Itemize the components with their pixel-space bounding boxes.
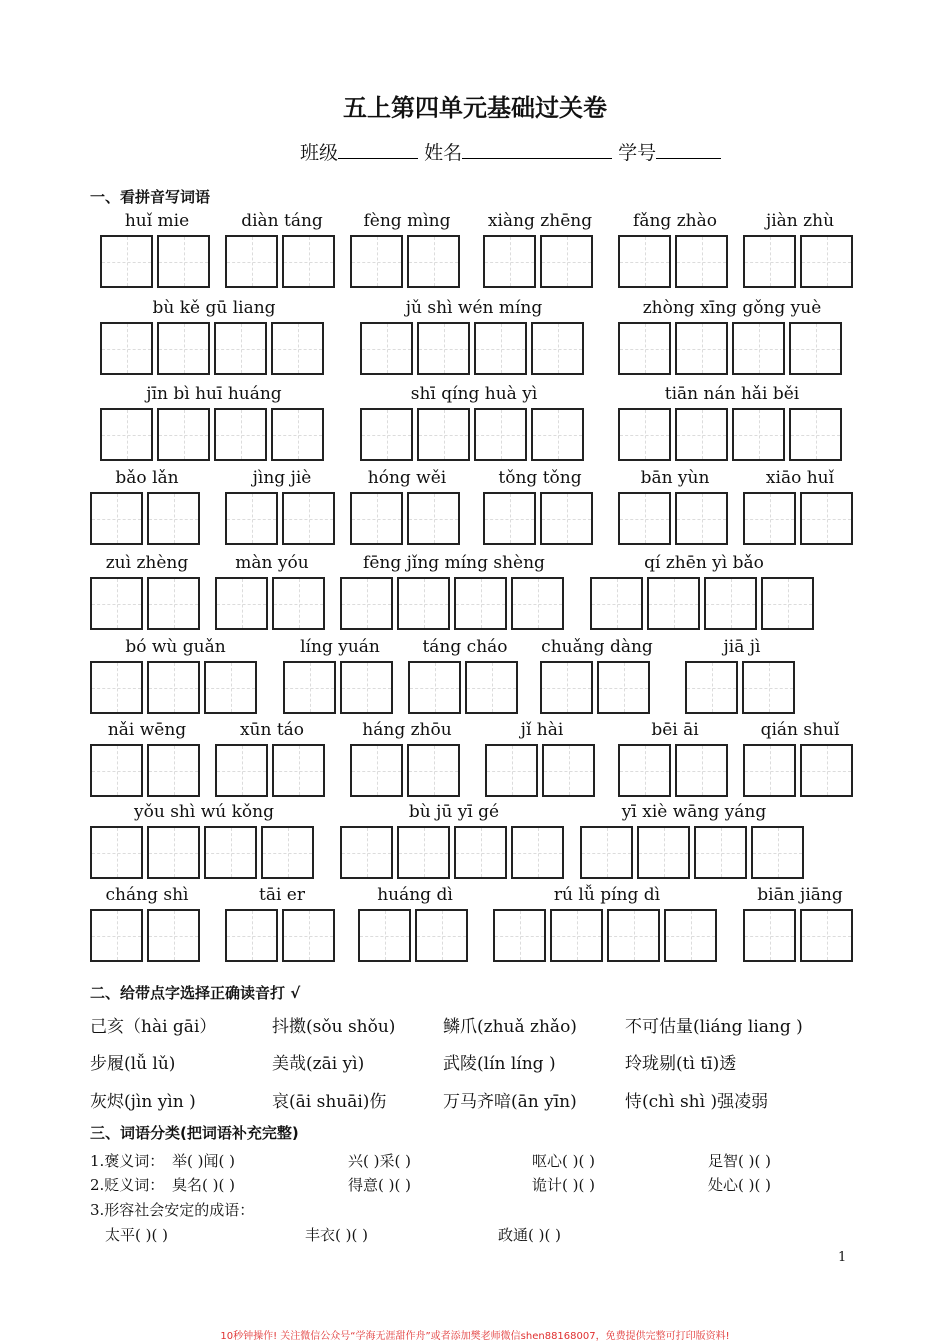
writing-box[interactable] [675, 235, 728, 288]
pinyin-label: biān jiāng [757, 885, 843, 905]
pinyin-label: xūn táo [239, 720, 305, 740]
writing-box[interactable] [417, 322, 470, 375]
page-title: 五上第四单元基础过关卷 [343, 94, 607, 122]
writing-box[interactable] [637, 826, 690, 879]
writing-box[interactable] [590, 577, 643, 630]
pinyin-label: qián shuǐ [760, 720, 840, 740]
writing-box[interactable] [157, 408, 210, 461]
writing-box[interactable] [800, 909, 853, 962]
writing-box[interactable] [485, 744, 538, 797]
writing-box[interactable] [675, 322, 728, 375]
writing-box[interactable] [90, 492, 143, 545]
writing-box[interactable] [542, 744, 595, 797]
writing-box[interactable] [761, 577, 814, 630]
derogatory-item: 诡计( )( ) [532, 1176, 595, 1194]
writing-box[interactable] [204, 661, 257, 714]
writing-box[interactable] [407, 744, 460, 797]
pronunciation-item[interactable]: 灰烬(jìn yìn ) [90, 1092, 196, 1112]
pronunciation-item[interactable]: 玲珑剔(tì tī)透 [625, 1054, 737, 1074]
writing-box[interactable] [580, 826, 633, 879]
writing-box[interactable] [261, 826, 314, 879]
writing-box[interactable] [474, 322, 527, 375]
pinyin-label: bó wù guǎn [125, 637, 226, 657]
pinyin-label: bù jū yī gé [408, 802, 500, 822]
pronunciation-item[interactable]: 美哉(zāi yì) [272, 1054, 365, 1074]
pinyin-label: huǐ mie [124, 211, 190, 231]
class-field[interactable] [338, 140, 418, 159]
pinyin-label: tǒng tǒng [498, 468, 582, 488]
writing-box[interactable] [465, 661, 518, 714]
writing-box[interactable] [800, 235, 853, 288]
writing-box[interactable] [340, 826, 393, 879]
writing-box[interactable] [531, 408, 584, 461]
writing-box[interactable] [157, 322, 210, 375]
name-field[interactable] [462, 140, 612, 159]
pinyin-label: tiān nán hǎi běi [664, 384, 800, 404]
writing-box[interactable] [271, 322, 324, 375]
writing-box[interactable] [350, 492, 403, 545]
pinyin-label: háng zhōu [362, 720, 452, 740]
writing-box[interactable] [397, 826, 450, 879]
idiom-item: 政通( )( ) [498, 1226, 561, 1244]
writing-box[interactable] [675, 408, 728, 461]
writing-box[interactable] [271, 408, 324, 461]
pinyin-label: shī qíng huà yì [410, 384, 538, 404]
writing-box[interactable] [597, 661, 650, 714]
writing-box[interactable] [743, 492, 796, 545]
pinyin-label: nǎi wēng [107, 720, 187, 740]
writing-box[interactable] [454, 826, 507, 879]
pinyin-label: jiàn zhù [765, 211, 835, 231]
pinyin-label: xiàng zhēng [487, 211, 593, 231]
pinyin-label: fǎng zhào [633, 211, 717, 231]
writing-box[interactable] [732, 322, 785, 375]
derogatory-item: 得意( )( ) [348, 1176, 411, 1194]
commendatory-item: 举( )闻( ) [172, 1152, 235, 1170]
pinyin-label: jiā jì [723, 637, 761, 657]
pinyin-label: bù kě gū liang [152, 298, 276, 318]
writing-box[interactable] [214, 408, 267, 461]
writing-box[interactable] [340, 577, 393, 630]
writing-box[interactable] [408, 661, 461, 714]
section3-heading: 三、词语分类(把词语补充完整) [90, 1124, 299, 1142]
pinyin-label: qí zhēn yì bǎo [644, 553, 764, 573]
pinyin-label: xiāo huǐ [765, 468, 835, 488]
writing-box[interactable] [789, 408, 842, 461]
writing-box[interactable] [204, 826, 257, 879]
writing-box[interactable] [90, 744, 143, 797]
writing-box[interactable] [360, 322, 413, 375]
writing-box[interactable] [618, 492, 671, 545]
writing-box[interactable] [704, 577, 757, 630]
page-number: 1 [838, 1250, 847, 1265]
writing-box[interactable] [282, 235, 335, 288]
writing-box[interactable] [694, 826, 747, 879]
pinyin-label: fēng jǐng míng shèng [363, 553, 545, 573]
writing-box[interactable] [282, 909, 335, 962]
pinyin-label: líng yuán [300, 637, 380, 657]
writing-box[interactable] [789, 322, 842, 375]
idiom-item: 丰衣( )( ) [305, 1226, 368, 1244]
writing-box[interactable] [340, 661, 393, 714]
pinyin-label: yī xiè wāng yáng [621, 802, 767, 822]
writing-box[interactable] [407, 492, 460, 545]
writing-box[interactable] [225, 235, 278, 288]
writing-box[interactable] [214, 322, 267, 375]
writing-box[interactable] [283, 661, 336, 714]
writing-box[interactable] [454, 577, 507, 630]
writing-box[interactable] [350, 235, 403, 288]
name-label: 姓名 [424, 142, 463, 164]
writing-box[interactable] [272, 744, 325, 797]
writing-box[interactable] [742, 661, 795, 714]
writing-box[interactable] [272, 577, 325, 630]
commendatory-label: 1.褒义词： [90, 1152, 165, 1170]
writing-box[interactable] [90, 577, 143, 630]
writing-box[interactable] [540, 492, 593, 545]
writing-box[interactable] [147, 909, 200, 962]
writing-box[interactable] [90, 661, 143, 714]
pinyin-label: màn yóu [235, 553, 309, 573]
pinyin-label: hóng wěi [367, 468, 447, 488]
commendatory-item: 兴( )采( ) [348, 1152, 411, 1170]
pinyin-label: jǔ shì wén míng [405, 298, 543, 318]
pinyin-label: bēi āi [651, 720, 699, 740]
writing-box[interactable] [675, 492, 728, 545]
pronunciation-item[interactable]: 己亥（hài gāi） [90, 1017, 217, 1037]
writing-box[interactable] [483, 492, 536, 545]
pinyin-label: cháng shì [105, 885, 189, 905]
writing-box[interactable] [215, 577, 268, 630]
writing-box[interactable] [511, 826, 564, 879]
pinyin-label: bān yùn [640, 468, 710, 488]
writing-box[interactable] [225, 909, 278, 962]
writing-box[interactable] [751, 826, 804, 879]
pinyin-label: diàn táng [241, 211, 323, 231]
pinyin-label: yǒu shì wú kǒng [134, 802, 274, 822]
derogatory-item: 处心( )( ) [708, 1176, 771, 1194]
pronunciation-item[interactable]: 恃(chì shì )强凌弱 [625, 1092, 769, 1112]
writing-box[interactable] [743, 909, 796, 962]
pinyin-label: bǎo lǎn [115, 468, 179, 488]
number-label: 学号 [618, 142, 657, 164]
writing-box[interactable] [540, 661, 593, 714]
writing-box[interactable] [800, 744, 853, 797]
commendatory-item: 足智( )( ) [708, 1152, 771, 1170]
writing-box[interactable] [282, 492, 335, 545]
student-info [300, 138, 721, 165]
writing-box[interactable] [743, 744, 796, 797]
pinyin-label: huáng dì [377, 885, 453, 905]
idiom-prompt: 3.形容社会安定的成语： [90, 1201, 255, 1219]
class-label: 班级 [300, 142, 339, 164]
writing-box[interactable] [540, 235, 593, 288]
pronunciation-item[interactable]: 步履(lǚ lǔ) [90, 1054, 176, 1074]
writing-box[interactable] [147, 492, 200, 545]
writing-box[interactable] [732, 408, 785, 461]
writing-box[interactable] [618, 744, 671, 797]
pinyin-label: fèng mìng [363, 211, 451, 231]
writing-box[interactable] [358, 909, 411, 962]
pronunciation-item[interactable]: 武陵(lín líng ) [443, 1054, 556, 1074]
writing-box[interactable] [147, 744, 200, 797]
writing-box[interactable] [647, 577, 700, 630]
pinyin-label: tāi er [259, 885, 305, 905]
writing-box[interactable] [800, 492, 853, 545]
writing-box[interactable] [100, 408, 153, 461]
pinyin-label: jìng jiè [252, 468, 312, 488]
pinyin-label: rú lǚ píng dì [553, 885, 661, 905]
pinyin-label: zuì zhèng [105, 553, 189, 573]
writing-box[interactable] [417, 408, 470, 461]
writing-box[interactable] [618, 408, 671, 461]
pinyin-label: zhòng xīng gǒng yuè [642, 298, 822, 318]
writing-box[interactable] [360, 408, 413, 461]
writing-box[interactable] [618, 235, 671, 288]
writing-box[interactable] [493, 909, 546, 962]
writing-box[interactable] [607, 909, 660, 962]
writing-box[interactable] [664, 909, 717, 962]
writing-box[interactable] [225, 492, 278, 545]
pronunciation-item[interactable]: 万马齐喑(ān yīn) [443, 1092, 577, 1112]
pronunciation-item[interactable]: 不可估量(liáng liang ) [625, 1017, 803, 1037]
pinyin-label: jǐ hài [520, 720, 564, 740]
writing-box[interactable] [483, 235, 536, 288]
commendatory-item: 呕心( )( ) [532, 1152, 595, 1170]
writing-box[interactable] [618, 322, 671, 375]
writing-box[interactable] [474, 408, 527, 461]
section2-heading: 二、给带点字选择正确读音打 √ [90, 984, 301, 1002]
writing-box[interactable] [531, 322, 584, 375]
writing-box[interactable] [157, 235, 210, 288]
derogatory-item: 臭名( )( ) [172, 1176, 235, 1194]
derogatory-label: 2.贬义词： [90, 1176, 165, 1194]
writing-box[interactable] [685, 661, 738, 714]
pronunciation-item[interactable]: 哀(āi shuāi)伤 [272, 1092, 387, 1112]
pinyin-label: táng cháo [422, 637, 508, 657]
writing-box[interactable] [147, 577, 200, 630]
writing-box[interactable] [511, 577, 564, 630]
writing-box[interactable] [415, 909, 468, 962]
writing-box[interactable] [147, 661, 200, 714]
writing-box[interactable] [100, 235, 153, 288]
pinyin-label: chuǎng dàng [541, 637, 653, 657]
footer-notice: 10秒钟操作! 关注微信公众号“学海无涯甜作舟”或者添加樊老师微信shen88168007，免费提供完整可打印版资料! [220, 1331, 730, 1342]
writing-box[interactable] [675, 744, 728, 797]
section1-heading: 一、看拼音写词语 [90, 188, 211, 206]
pronunciation-item[interactable]: 鳞爪(zhuǎ zhǎo) [443, 1017, 577, 1037]
writing-box[interactable] [215, 744, 268, 797]
writing-box[interactable] [90, 826, 143, 879]
writing-box[interactable] [407, 235, 460, 288]
writing-box[interactable] [100, 322, 153, 375]
idiom-item: 太平( )( ) [105, 1226, 168, 1244]
number-field[interactable] [656, 140, 721, 159]
writing-box[interactable] [743, 235, 796, 288]
pronunciation-item[interactable]: 抖擞(sǒu shǒu) [272, 1017, 396, 1037]
writing-box[interactable] [147, 826, 200, 879]
writing-box[interactable] [90, 909, 143, 962]
pinyin-label: jīn bì huī huáng [146, 384, 282, 404]
writing-box[interactable] [550, 909, 603, 962]
writing-box[interactable] [397, 577, 450, 630]
writing-box[interactable] [350, 744, 403, 797]
